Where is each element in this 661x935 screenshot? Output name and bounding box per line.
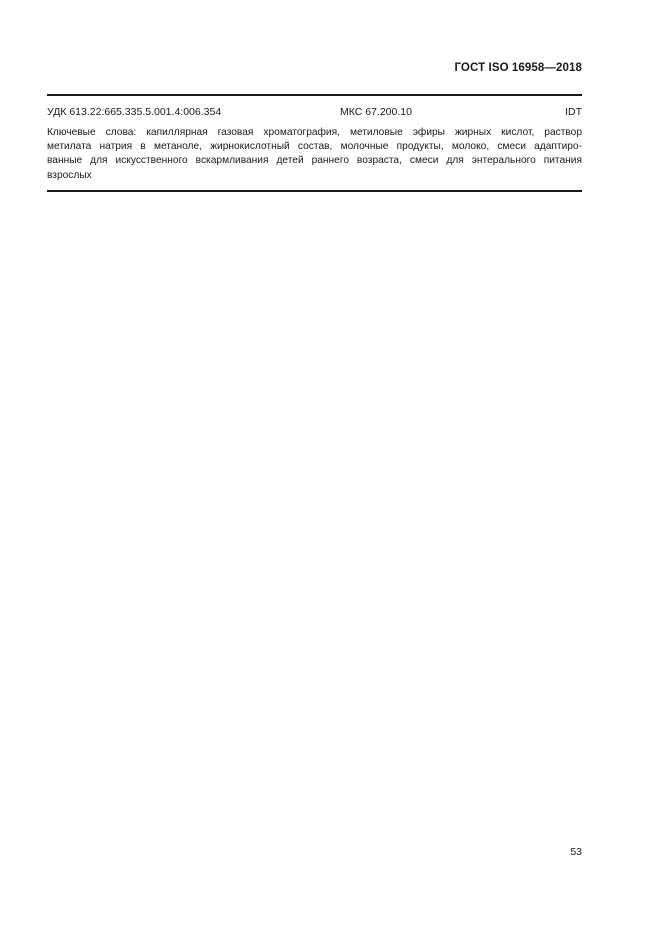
mks-code: МКС 67.200.10 xyxy=(340,106,412,118)
bottom-rule xyxy=(47,190,582,192)
classification-row xyxy=(47,106,582,120)
keywords-paragraph xyxy=(47,126,582,183)
keywords-line: взрослых xyxy=(47,169,92,181)
keywords-line: метилата натрия в метаноле, жирнокислотный состав, молочные продукты, молоко, смеси адаптиро- xyxy=(47,141,582,153)
top-rule xyxy=(47,94,582,96)
udk-code: УДК 613.22:665.335.5.001.4:006.354 xyxy=(47,106,222,118)
idt-mark: IDT xyxy=(565,106,582,118)
keywords-line: Ключевые слова: капиллярная газовая хроматография, метиловые эфиры жирных кислот, раствор xyxy=(47,127,582,138)
standard-number-header: ГОСТ ISO 16958—2018 xyxy=(454,62,582,74)
keywords-line: ванные для искусственного вскармливания детей раннего возраста, смеси для энтерального питания xyxy=(47,155,582,167)
page-number: 53 xyxy=(570,846,582,858)
